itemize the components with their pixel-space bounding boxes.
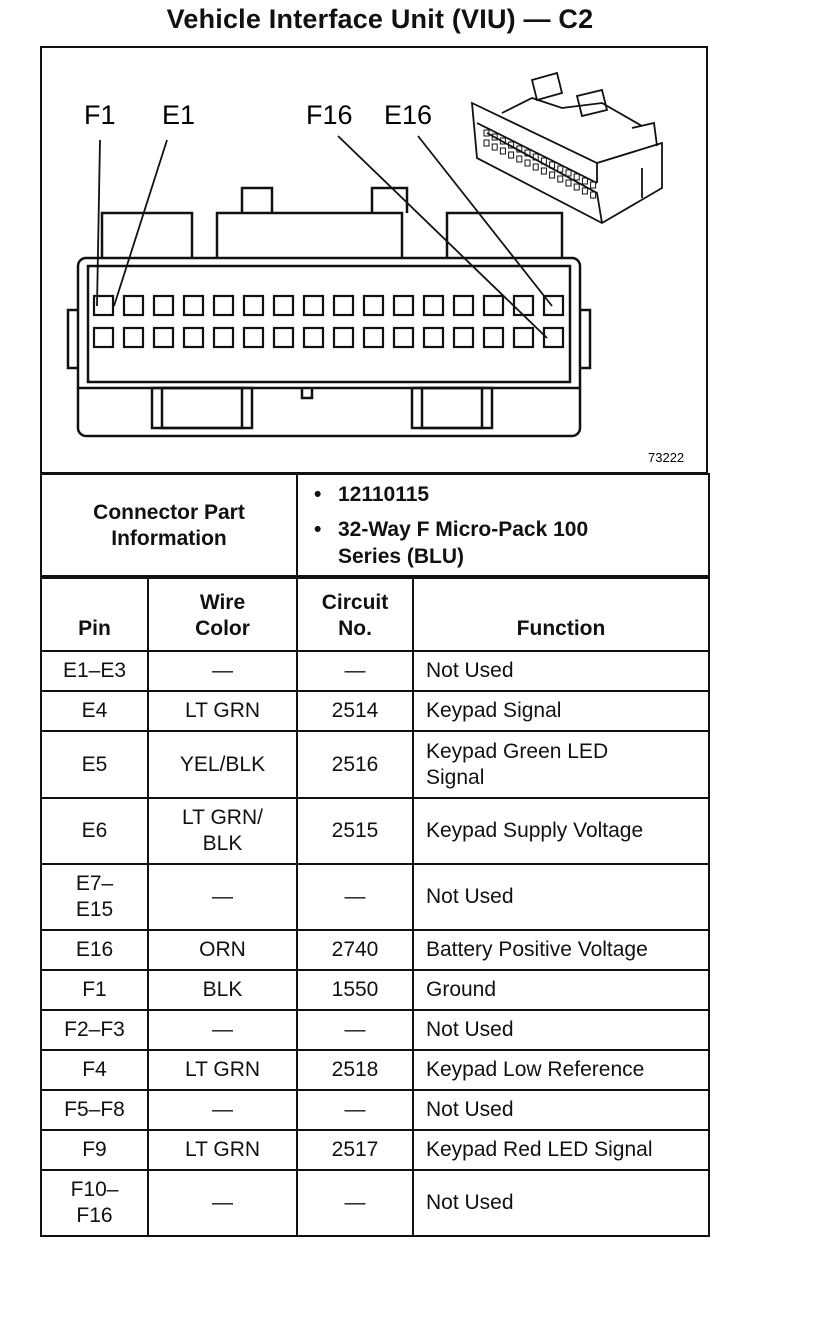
wire-color-cell-text: — <box>212 1018 233 1041</box>
function-cell <box>413 1050 709 1090</box>
pin-cavity <box>274 296 293 315</box>
pin-cell-text: E5 <box>81 752 108 776</box>
page-title: Vehicle Interface Unit (VIU) — C2 <box>166 4 594 34</box>
connector-type: • 32-Way F Micro-Pack 100 Series (BLU) <box>338 516 618 570</box>
pin-cell <box>41 731 148 798</box>
pin-cell <box>41 864 148 930</box>
circuit-cell <box>297 1090 413 1130</box>
wire-color-cell <box>148 1170 297 1236</box>
circuit-cell-text: — <box>344 1018 366 1041</box>
pin-cavity <box>334 328 353 347</box>
wire-color-cell <box>148 1130 297 1170</box>
circuit-cell-text: 2740 <box>331 938 379 961</box>
isometric-pin <box>541 168 546 174</box>
circuit-cell-text: 2516 <box>331 752 379 776</box>
pin-cell-text: F4 <box>82 1058 107 1081</box>
pin-cell-text: F10– F16 <box>70 1178 119 1227</box>
wire-color-cell-text: BLK <box>202 978 243 1001</box>
function-cell <box>413 864 709 930</box>
table-row <box>41 1050 709 1090</box>
pin-cell <box>41 691 148 731</box>
header-function: Function <box>413 576 709 651</box>
pin-cavity <box>94 328 113 347</box>
circuit-cell-text: 2515 <box>331 819 379 842</box>
pin-cavity <box>244 296 263 315</box>
isometric-pin <box>550 172 555 178</box>
function-cell-text: Keypad Red LED Signal <box>426 1138 653 1161</box>
isometric-pin <box>492 144 497 150</box>
pin-function-table <box>40 575 710 1237</box>
pin-cavity <box>484 296 503 315</box>
pin-cavity <box>304 296 323 315</box>
connector-part-info-label: Connector Part Information <box>41 474 297 578</box>
isometric-pin <box>582 188 587 194</box>
pin-cavity <box>514 328 533 347</box>
pin-cell <box>41 970 148 1010</box>
isometric-pin <box>574 174 579 180</box>
wire-color-cell-text: — <box>212 1191 233 1214</box>
pin-cell <box>41 798 148 864</box>
wire-color-cell-text: — <box>212 1098 233 1121</box>
pin-cavity <box>364 296 383 315</box>
pin-cavity <box>184 296 203 315</box>
isometric-pin <box>517 156 522 162</box>
isometric-pin <box>533 164 538 170</box>
header-wire-color: Wire Color <box>148 576 297 651</box>
circuit-cell <box>297 1010 413 1050</box>
circuit-cell-text: — <box>344 1191 366 1214</box>
wire-color-cell-text: — <box>212 885 233 908</box>
pin-cavities <box>94 296 563 347</box>
function-cell-text: Not Used <box>426 1191 514 1214</box>
function-cell <box>413 1090 709 1130</box>
pin-cavity <box>454 328 473 347</box>
function-cell <box>413 798 709 864</box>
pin-cavity <box>394 328 413 347</box>
wire-color-cell-text: LT GRN <box>184 699 261 722</box>
pin-cell-text: F1 <box>82 978 107 1001</box>
connector-part-information <box>40 473 710 579</box>
isometric-pin <box>566 170 571 176</box>
wire-color-cell <box>148 1050 297 1090</box>
circuit-cell <box>297 691 413 731</box>
pin-cell-text: F2–F3 <box>64 1018 125 1041</box>
circuit-cell <box>297 651 413 691</box>
pin-cavity <box>124 328 143 347</box>
table-row <box>41 651 709 691</box>
circuit-cell-text: 2517 <box>331 1138 379 1161</box>
function-cell <box>413 930 709 970</box>
pin-cell <box>41 930 148 970</box>
isometric-pin <box>591 192 596 198</box>
wire-color-cell <box>148 651 297 691</box>
wire-color-cell <box>148 864 297 930</box>
header-pin: Pin <box>41 576 148 651</box>
header-circuit-no: Circuit No. <box>297 576 413 651</box>
label-f16: F16 <box>306 100 353 130</box>
circuit-cell <box>297 1050 413 1090</box>
part-number: • 12110115 <box>338 481 708 508</box>
pin-cavity <box>214 328 233 347</box>
isometric-pin <box>582 178 587 184</box>
table-header-row <box>41 576 709 651</box>
function-cell-text: Not Used <box>426 1098 514 1121</box>
table-row <box>41 930 709 970</box>
isometric-pin-rows <box>484 130 596 198</box>
label-f1: F1 <box>84 100 116 130</box>
function-cell <box>413 1130 709 1170</box>
connector-body <box>68 188 590 436</box>
wire-color-cell <box>148 731 297 798</box>
label-e1: E1 <box>162 100 196 130</box>
table-row <box>41 1090 709 1130</box>
function-cell-text: Not Used <box>426 659 514 682</box>
pin-cell-text: E7– E15 <box>75 872 114 921</box>
function-cell <box>413 1010 709 1050</box>
function-cell <box>413 651 709 691</box>
function-cell <box>413 1170 709 1236</box>
function-cell-text: Keypad Supply Voltage <box>426 819 644 842</box>
pin-cavity <box>154 296 173 315</box>
pin-cavity <box>124 296 143 315</box>
pin-cavity <box>454 296 473 315</box>
table-row <box>41 1010 709 1050</box>
wire-color-cell-text: LT GRN <box>184 1138 261 1161</box>
circuit-cell <box>297 731 413 798</box>
wire-color-cell-text: YEL/BLK <box>179 752 266 776</box>
circuit-cell <box>297 798 413 864</box>
circuit-cell <box>297 1130 413 1170</box>
wire-color-cell-text: ORN <box>199 938 246 961</box>
function-cell-text: Keypad Signal <box>426 699 562 722</box>
wire-color-cell <box>148 691 297 731</box>
table-row <box>41 1130 709 1170</box>
isometric-pin <box>500 148 505 154</box>
isometric-pin <box>509 152 514 158</box>
function-cell <box>413 731 709 798</box>
circuit-cell-text: — <box>344 659 366 682</box>
table-row <box>41 970 709 1010</box>
connector-part-info-list <box>297 474 709 578</box>
pin-cavity <box>274 328 293 347</box>
pin-cell-text: F5–F8 <box>64 1098 125 1121</box>
table-row <box>41 864 709 930</box>
wire-color-cell <box>148 970 297 1010</box>
table-row <box>41 731 709 798</box>
isometric-pin <box>525 160 530 166</box>
pin-cell <box>41 1170 148 1236</box>
pin-cell <box>41 1090 148 1130</box>
circuit-cell-text: — <box>344 1098 366 1121</box>
wire-color-cell-text: LT GRN/ BLK <box>182 806 263 855</box>
figure-number: 73222 <box>648 450 685 465</box>
circuit-cell-text: 2518 <box>331 1058 379 1081</box>
function-cell <box>413 970 709 1010</box>
pin-cavity <box>214 296 233 315</box>
circuit-cell <box>297 970 413 1010</box>
isometric-pin <box>484 140 489 146</box>
wire-color-cell <box>148 1010 297 1050</box>
pin-cell <box>41 1050 148 1090</box>
pin-cavity <box>334 296 353 315</box>
circuit-cell <box>297 1170 413 1236</box>
function-cell-text: Not Used <box>426 885 514 908</box>
circuit-cell <box>297 864 413 930</box>
circuit-cell-text: 1550 <box>331 978 379 1001</box>
pin-cell-text: E1–E3 <box>62 659 127 682</box>
connector-drawing <box>42 48 706 472</box>
pin-cell <box>41 1010 148 1050</box>
pin-cavity <box>514 296 533 315</box>
function-cell <box>413 691 709 731</box>
wire-color-cell-text: — <box>212 659 233 682</box>
pin-cavity <box>154 328 173 347</box>
circuit-cell <box>297 930 413 970</box>
pin-cavity <box>304 328 323 347</box>
isometric-pin <box>574 184 579 190</box>
function-cell-text: Keypad Green LED Signal <box>426 739 609 789</box>
connector-diagram <box>40 46 708 474</box>
pin-cell-text: E4 <box>81 699 108 722</box>
pin-cavity <box>394 296 413 315</box>
table-row <box>41 691 709 731</box>
isometric-pin <box>558 176 563 182</box>
pin-cell <box>41 651 148 691</box>
pin-cavity <box>244 328 263 347</box>
pin-cavity <box>484 328 503 347</box>
isometric-pin <box>566 180 571 186</box>
wire-color-cell <box>148 798 297 864</box>
pin-cell-text: F9 <box>82 1138 107 1161</box>
label-e16: E16 <box>384 100 433 130</box>
function-cell-text: Keypad Low Reference <box>426 1058 645 1081</box>
wire-color-cell <box>148 1090 297 1130</box>
function-cell-text: Battery Positive Voltage <box>426 938 648 961</box>
table-row <box>41 798 709 864</box>
pin-cell-text: E6 <box>81 819 108 842</box>
table-row <box>41 1170 709 1236</box>
wire-color-cell <box>148 930 297 970</box>
pin-cavity <box>424 296 443 315</box>
function-cell-text: Ground <box>426 978 497 1001</box>
pin-cavity <box>184 328 203 347</box>
function-cell-text: Not Used <box>426 1018 514 1041</box>
pin-cavity <box>364 328 383 347</box>
pin-cell-text: E16 <box>75 938 114 961</box>
circuit-cell-text: 2514 <box>331 699 379 722</box>
circuit-cell-text: — <box>344 885 366 908</box>
pin-cavity <box>424 328 443 347</box>
wire-color-cell-text: LT GRN <box>184 1058 261 1081</box>
pin-cell <box>41 1130 148 1170</box>
